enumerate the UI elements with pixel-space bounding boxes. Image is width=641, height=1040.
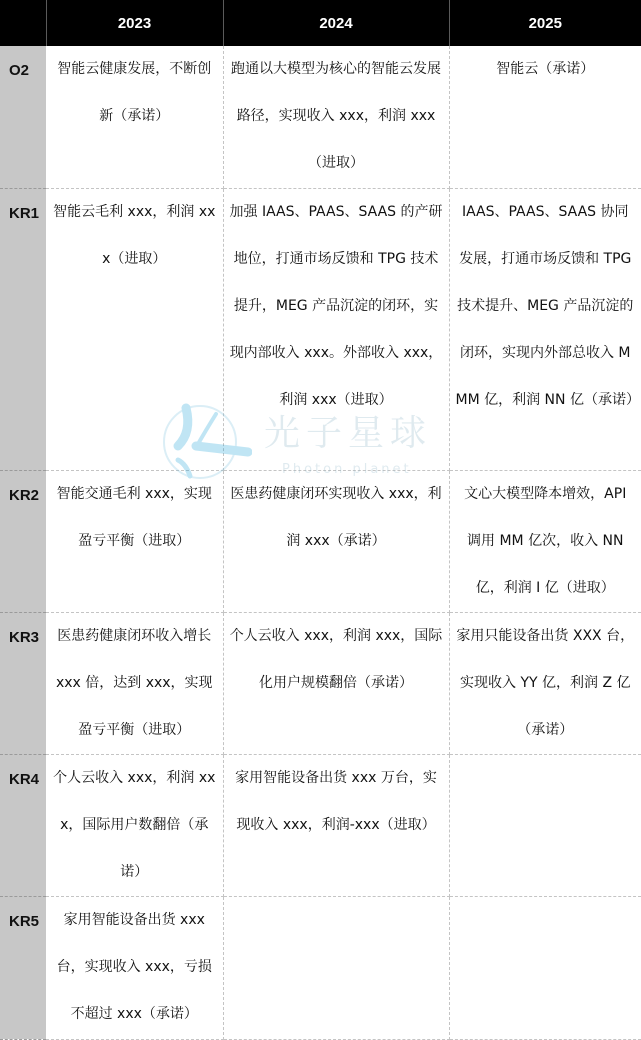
table-row (0, 754, 641, 896)
header-year-2025: 2025 (449, 0, 641, 46)
cell-2025 (449, 896, 641, 1039)
cell-2025 (449, 754, 641, 896)
cell-2024 (223, 896, 449, 1039)
cell-2023: 智能交通毛利 xxx，实现盈亏平衡（进取） (46, 470, 223, 612)
table-row (0, 896, 641, 1039)
cell-2024: 个人云收入 xxx，利润 xxx，国际化用户规模翻倍（承诺） (223, 612, 449, 754)
row-label: O2 (0, 46, 46, 188)
header-year-2023: 2023 (46, 0, 223, 46)
cell-2023: 医患药健康闭环收入增长 xxx 倍，达到 xxx，实现盈亏平衡（进取） (46, 612, 223, 754)
cell-2025: 智能云（承诺） (449, 46, 641, 188)
table-body (0, 46, 641, 1039)
row-label: KR3 (0, 612, 46, 754)
cell-2023: 个人云收入 xxx，利润 xxx，国际用户数翻倍（承诺） (46, 754, 223, 896)
cell-2023: 智能云毛利 xxx，利润 xxx（进取） (46, 188, 223, 470)
cell-2024: 家用智能设备出货 xxx 万台，实现收入 xxx，利润-xxx（进取） (223, 754, 449, 896)
row-label: KR2 (0, 470, 46, 612)
header-row (0, 0, 641, 46)
row-label: KR1 (0, 188, 46, 470)
table-row (0, 188, 641, 470)
table-row (0, 612, 641, 754)
cell-2024: 跑通以大模型为核心的智能云发展路径，实现收入 xxx，利润 xxx（进取） (223, 46, 449, 188)
row-label: KR5 (0, 896, 46, 1039)
header-year-2024: 2024 (223, 0, 449, 46)
cell-2025: IAAS、PAAS、SAAS 协同发展，打通市场反馈和 TPG 技术提升、MEG 产品沉淀的闭环，实现内外部总收入 MMM 亿，利润 NN 亿（承诺） (449, 188, 641, 470)
table-row (0, 470, 641, 612)
cell-2025: 家用只能设备出货 XXX 台，实现收入 YY 亿，利润 Z 亿（承诺） (449, 612, 641, 754)
cell-2023: 家用智能设备出货 xxx 台，实现收入 xxx，亏损不超过 xxx（承诺） (46, 896, 223, 1039)
table-row (0, 46, 641, 188)
watermark-subtext: Photon planet (282, 462, 412, 477)
table-header (0, 0, 641, 46)
cell-2025: 文心大模型降本增效，API 调用 MM 亿次，收入 NN 亿，利润 I 亿（进取） (449, 470, 641, 612)
row-label: KR4 (0, 754, 46, 896)
cell-2024: 医患药健康闭环实现收入 xxx，利润 xxx（承诺） (223, 470, 449, 612)
header-label-cell (0, 0, 46, 46)
watermark-text: 光子星球 (264, 413, 433, 454)
cell-2024: 加强 IAAS、PAAS、SAAS 的产研地位，打通市场反馈和 TPG 技术提升，MEG 产品沉淀的闭环，实现内部收入 xxx。外部收入 xxx，利润 xxx（进取） (223, 188, 449, 470)
cell-2023: 智能云健康发展，不断创新（承诺） (46, 46, 223, 188)
